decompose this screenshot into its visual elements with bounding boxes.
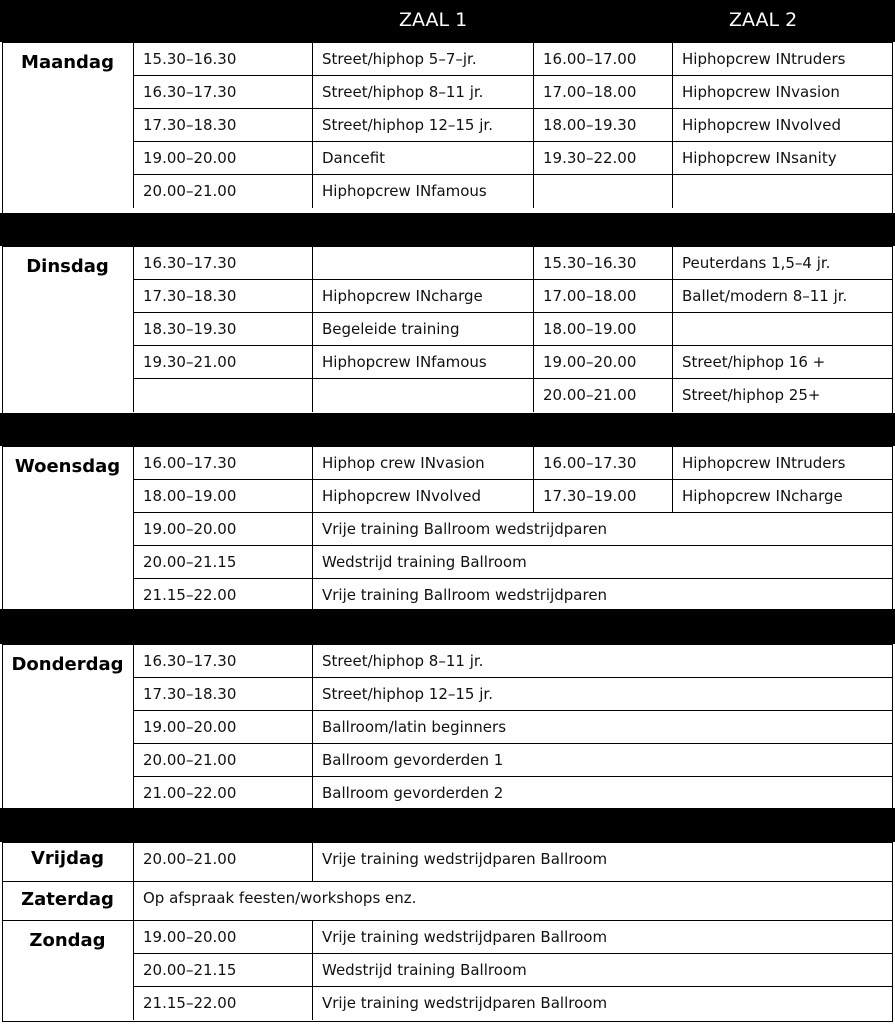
grid-line [533, 378, 534, 412]
time-cell-zaal-2: 16.00–17.30 [543, 454, 637, 472]
grid-line [312, 345, 313, 379]
time-cell: 16.30–17.30 [143, 652, 237, 670]
grid-line [312, 279, 313, 313]
grid-line [312, 776, 313, 810]
activity-cell-zaal-2: Hiphopcrew INvolved [682, 116, 842, 134]
grid-line [312, 842, 313, 882]
grid-line [312, 953, 313, 987]
grid-line [312, 378, 313, 412]
day-label-donderdag: Donderdag [11, 654, 124, 675]
grid-line [2, 446, 3, 610]
day-separator [0, 808, 895, 842]
activity-cell-zaal-2: Ballet/modern 8–11 jr. [682, 287, 848, 305]
time-cell: 19.00–20.00 [143, 149, 237, 167]
grid-line [312, 479, 313, 513]
grid-line [133, 174, 893, 175]
day-label-woensdag: Woensdag [14, 456, 121, 477]
time-cell: 15.30–16.30 [143, 50, 237, 68]
grid-line [133, 479, 134, 513]
time-cell-zaal-2: 16.00–17.00 [543, 50, 637, 68]
activity-cell: Ballroom/latin beginners [322, 718, 507, 736]
time-cell-zaal-2: 18.00–19.00 [543, 320, 637, 338]
activity-cell-zaal-2: Hiphopcrew INsanity [682, 149, 837, 167]
day-label-dinsdag: Dinsdag [26, 256, 109, 277]
grid-line [892, 881, 893, 921]
grid-line [312, 677, 313, 711]
time-cell: 20.00–21.00 [143, 182, 237, 200]
time-cell: 20.00–21.15 [143, 961, 237, 979]
grid-line [312, 141, 313, 175]
grid-line [2, 920, 893, 921]
activity-cell: Street/hiphop 12–15 jr. [322, 685, 493, 703]
activity-cell: Vrije training wedstrijdparen Ballroom [322, 994, 608, 1012]
grid-line [133, 279, 893, 280]
grid-line [312, 920, 313, 954]
grid-line [672, 446, 673, 480]
time-cell: 20.00–21.00 [143, 850, 237, 868]
grid-line [672, 75, 673, 109]
time-cell: 19.00–20.00 [143, 520, 237, 538]
activity-cell: Vrije training wedstrijdparen Ballroom [322, 928, 608, 946]
activity-cell-zaal-2: Hiphopcrew INtruders [682, 454, 846, 472]
grid-line [533, 42, 534, 76]
grid-line [2, 1021, 893, 1022]
time-cell: 21.15–22.00 [143, 994, 237, 1012]
grid-line [2, 42, 893, 43]
grid-line [133, 479, 893, 480]
day-separator [0, 213, 895, 246]
activity-cell-zaal-2: Peuterdans 1,5–4 jr. [682, 254, 831, 272]
grid-line [892, 920, 893, 1022]
time-cell: 16.00–17.30 [143, 454, 237, 472]
grid-line [133, 776, 134, 810]
grid-line [133, 953, 134, 987]
grid-line [2, 644, 3, 809]
grid-line [133, 512, 134, 546]
time-cell: 20.00–21.00 [143, 751, 237, 769]
day-separator [0, 413, 895, 446]
grid-line [133, 677, 134, 711]
grid-line [133, 512, 893, 513]
grid-line [312, 644, 313, 678]
grid-line [133, 842, 134, 882]
grid-line [133, 345, 134, 379]
activity-cell: Street/hiphop 8–11 jr. [322, 83, 484, 101]
activity-cell: Street/hiphop 5–7–jr. [322, 50, 477, 68]
grid-line [2, 644, 893, 645]
grid-line [312, 42, 313, 76]
grid-line [533, 246, 534, 280]
activity-cell: Ballroom gevorderden 1 [322, 751, 504, 769]
grid-line [312, 545, 313, 579]
grid-line [133, 881, 134, 921]
grid-line [133, 986, 134, 1020]
grid-line [672, 312, 673, 346]
day-label-zondag: Zondag [29, 930, 106, 951]
time-cell-zaal-2: 17.00–18.00 [543, 287, 637, 305]
activity-cell: Ballroom gevorderden 2 [322, 784, 504, 802]
grid-line [2, 881, 3, 921]
activity-cell: Hiphopcrew INfamous [322, 182, 487, 200]
grid-line [312, 174, 313, 208]
header-zaal-1: ZAAL 1 [399, 9, 468, 31]
grid-line [133, 710, 893, 711]
grid-line [133, 141, 893, 142]
grid-line [312, 578, 313, 612]
grid-line [2, 920, 3, 1022]
grid-line [533, 75, 534, 109]
grid-line [2, 42, 3, 214]
grid-line [133, 42, 134, 76]
grid-line [133, 312, 134, 346]
activity-cell: Vrije training Ballroom wedstrijdparen [322, 586, 608, 604]
grid-line [892, 644, 893, 809]
activity-cell: Vrije training wedstrijdparen Ballroom [322, 850, 608, 868]
day-label-maandag: Maandag [21, 52, 114, 73]
activity-cell: Vrije training Ballroom wedstrijdparen [322, 520, 608, 538]
grid-line [133, 578, 134, 612]
time-cell: 21.00–22.00 [143, 784, 237, 802]
activity-cell-zaal-2: Hiphopcrew INtruders [682, 50, 846, 68]
grid-line [892, 246, 893, 414]
grid-line [133, 378, 134, 412]
grid-line [133, 545, 134, 579]
grid-line [2, 246, 3, 414]
time-cell-zaal-2: 15.30–16.30 [543, 254, 637, 272]
grid-line [672, 479, 673, 513]
activity-cell-zaal-2: Hiphopcrew INvasion [682, 83, 840, 101]
grid-line [672, 108, 673, 142]
grid-line [312, 246, 313, 280]
time-cell: 19.00–20.00 [143, 928, 237, 946]
grid-line [133, 710, 134, 744]
time-cell: 19.00–20.00 [143, 718, 237, 736]
grid-line [533, 479, 534, 513]
time-cell-zaal-2: 17.30–19.00 [543, 487, 637, 505]
grid-line [133, 743, 893, 744]
time-cell: 18.30–19.30 [143, 320, 237, 338]
grid-line [312, 986, 313, 1020]
grid-line [133, 677, 893, 678]
grid-line [533, 108, 534, 142]
time-cell-zaal-2: 20.00–21.00 [543, 386, 637, 404]
time-cell-zaal-2: 17.00–18.00 [543, 83, 637, 101]
grid-line [672, 141, 673, 175]
grid-line [533, 279, 534, 313]
grid-line [2, 446, 893, 447]
activity-cell: Wedstrijd training Ballroom [322, 961, 527, 979]
grid-line [133, 141, 134, 175]
time-cell-zaal-2: 19.00–20.00 [543, 353, 637, 371]
time-cell: 17.30–18.30 [143, 116, 237, 134]
grid-line [133, 644, 134, 678]
grid-line [2, 881, 893, 882]
activity-cell-zaal-2: Street/hiphop 25+ [682, 386, 821, 404]
activity-cell: Wedstrijd training Ballroom [322, 553, 527, 571]
grid-line [672, 378, 673, 412]
grid-line [533, 141, 534, 175]
grid-line [312, 108, 313, 142]
activity-cell: Begeleide training [322, 320, 460, 338]
time-cell: 20.00–21.15 [143, 553, 237, 571]
grid-line [133, 279, 134, 313]
grid-line [133, 920, 134, 954]
time-cell: 17.30–18.30 [143, 287, 237, 305]
grid-line [133, 75, 893, 76]
header-zaal-2: ZAAL 2 [729, 9, 798, 31]
grid-line [133, 75, 134, 109]
grid-line [2, 246, 893, 247]
grid-line [133, 578, 893, 579]
activity-cell: Street/hiphop 12–15 jr. [322, 116, 493, 134]
activity-cell: Hiphopcrew INvolved [322, 487, 482, 505]
activity-cell: Hiphopcrew INfamous [322, 353, 487, 371]
grid-line [133, 246, 134, 280]
grid-line [672, 42, 673, 76]
time-cell-zaal-2: 18.00–19.30 [543, 116, 637, 134]
time-cell: 16.30–17.30 [143, 83, 237, 101]
time-cell: 19.30–21.00 [143, 353, 237, 371]
day-label-vrijdag: Vrijdag [30, 848, 105, 869]
grid-line [133, 108, 134, 142]
day-separator [0, 609, 895, 644]
grid-line [2, 842, 3, 882]
row-text: Op afspraak feesten/workshops enz. [143, 889, 417, 907]
grid-line [672, 174, 673, 208]
activity-cell: Street/hiphop 8–11 jr. [322, 652, 484, 670]
time-cell: 17.30–18.30 [143, 685, 237, 703]
grid-line [672, 246, 673, 280]
activity-cell-zaal-2: Street/hiphop 16 + [682, 353, 826, 371]
grid-line [133, 545, 893, 546]
grid-line [133, 312, 893, 313]
grid-line [312, 75, 313, 109]
grid-line [892, 42, 893, 214]
grid-line [312, 312, 313, 346]
grid-line [533, 312, 534, 346]
grid-line [533, 174, 534, 208]
activity-cell: Hiphopcrew INcharge [322, 287, 483, 305]
grid-line [133, 743, 134, 777]
activity-cell: Hiphop crew INvasion [322, 454, 485, 472]
grid-line [133, 953, 893, 954]
grid-line [133, 108, 893, 109]
grid-line [533, 345, 534, 379]
time-cell: 18.00–19.00 [143, 487, 237, 505]
grid-line [672, 279, 673, 313]
activity-cell: Dancefit [322, 149, 386, 167]
time-cell-zaal-2: 19.30–22.00 [543, 149, 637, 167]
grid-line [892, 446, 893, 610]
grid-line [312, 446, 313, 480]
time-cell: 16.30–17.30 [143, 254, 237, 272]
grid-line [133, 776, 893, 777]
day-label-zaterdag: Zaterdag [21, 889, 114, 910]
activity-cell-zaal-2: Hiphopcrew INcharge [682, 487, 843, 505]
grid-line [892, 842, 893, 882]
grid-line [133, 378, 893, 379]
grid-line [312, 710, 313, 744]
grid-line [133, 174, 134, 208]
grid-line [312, 512, 313, 546]
time-cell: 21.15–22.00 [143, 586, 237, 604]
grid-line [133, 345, 893, 346]
grid-line [533, 446, 534, 480]
grid-line [2, 842, 893, 843]
grid-line [133, 986, 893, 987]
grid-line [672, 345, 673, 379]
grid-line [312, 743, 313, 777]
grid-line [133, 446, 134, 480]
